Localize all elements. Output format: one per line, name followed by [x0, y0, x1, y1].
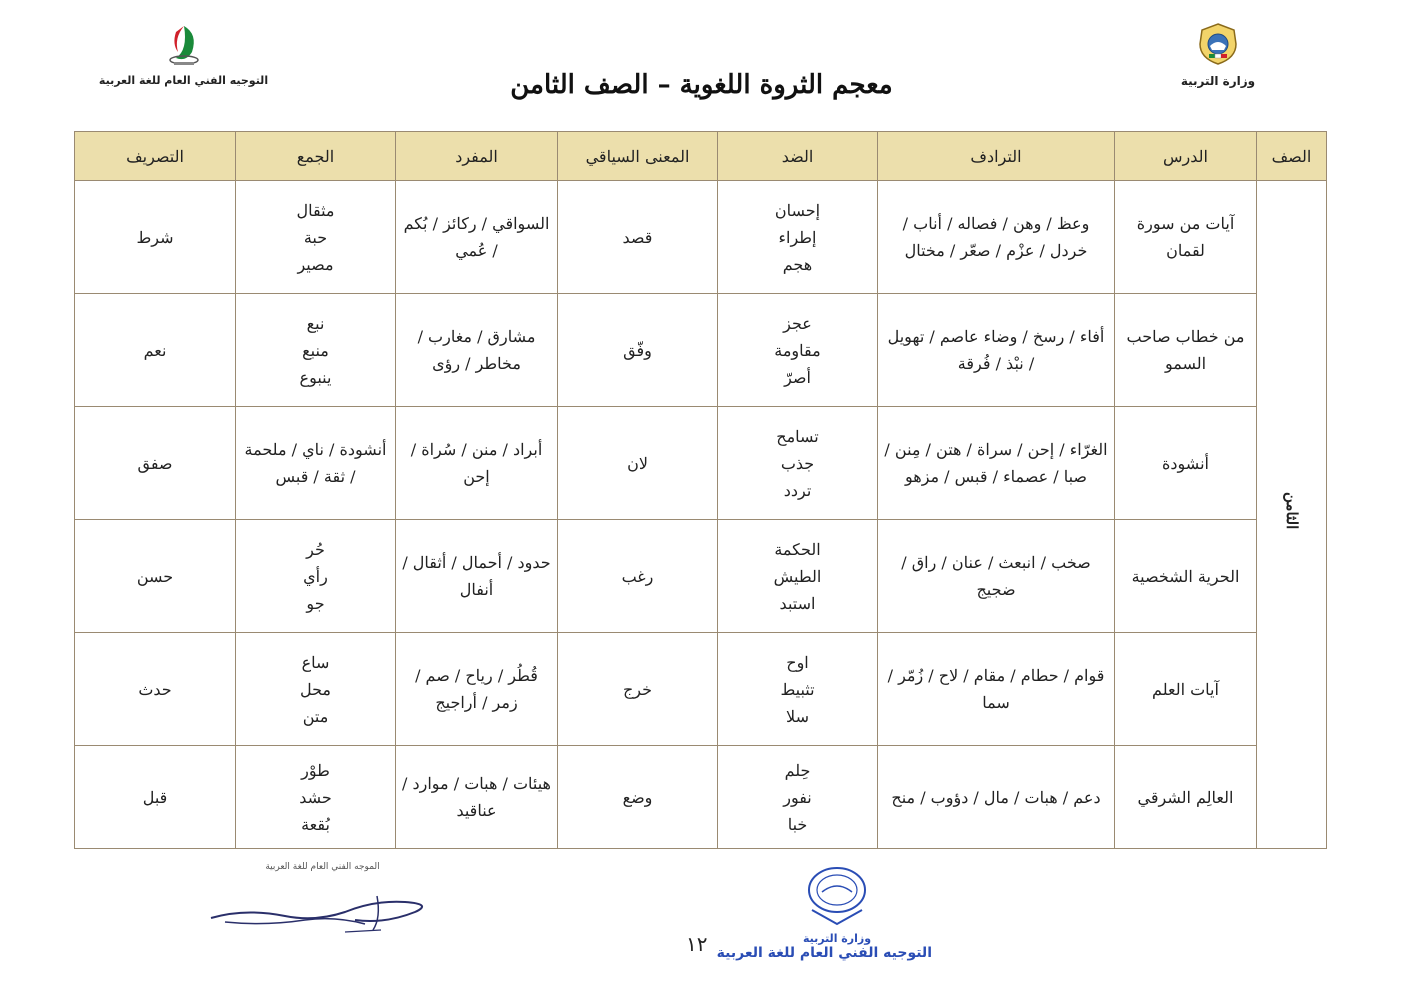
- antonym-item: هجم: [782, 254, 813, 274]
- synonyms-cell: الغرّاء / إحن / سراة / هتن / مِنن / صبا / عصماء / قبس / مزهو: [878, 407, 1115, 520]
- antonym-item: حِلم: [784, 760, 811, 780]
- grade-label: الثامن: [1283, 491, 1301, 530]
- plural-item: رأي: [303, 566, 328, 586]
- antonyms-cell: [718, 520, 878, 633]
- table-row: [75, 407, 1327, 520]
- context-meaning-cell: وفّق: [558, 294, 718, 407]
- antonym-item: تثبيط: [780, 679, 815, 699]
- synonyms-cell: قوام / حطام / مقام / لاح / زُمّر / سما: [878, 633, 1115, 746]
- antonym-item: تسامح: [776, 426, 819, 446]
- arabic-directorate-emblem-icon: [164, 22, 204, 68]
- signature-caption: الموجه الفني العام للغة العربية: [265, 862, 380, 872]
- plural-cell: [236, 520, 396, 633]
- column-header-grade: الصف: [1257, 132, 1327, 181]
- conjugation-cell: شرط: [75, 181, 236, 294]
- antonym-item: استبد: [779, 593, 816, 613]
- conjugation-cell: حسن: [75, 520, 236, 633]
- plural-cell: [236, 181, 396, 294]
- table-row: [75, 294, 1327, 407]
- synonyms-cell: دعم / هبات / مال / دؤوب / منح: [878, 746, 1115, 849]
- context-meaning-cell: لان: [558, 407, 718, 520]
- lesson-cell: أنشودة: [1115, 407, 1257, 520]
- stamp-bottom-text: التوجيه الفني العام للغة العربية: [716, 945, 932, 961]
- lesson-cell: الحرية الشخصية: [1115, 520, 1257, 633]
- context-meaning-cell: خرج: [558, 633, 718, 746]
- antonym-item: تردد: [783, 480, 812, 500]
- plural-item: نبع: [306, 313, 325, 333]
- synonyms-cell: أفاء / رسخ / وضاء عاصم / تهويل / نبْذ / فُرقة: [878, 294, 1115, 407]
- singular-cell: مشارق / مغارب / مخاطر / رؤى: [396, 294, 558, 407]
- stamp-top-text: وزارة التربية: [802, 932, 872, 945]
- conjugation-cell: صفق: [75, 407, 236, 520]
- antonyms-cell: [718, 746, 878, 849]
- table-row: [75, 746, 1327, 849]
- antonym-item: اوح: [786, 652, 809, 672]
- antonyms-cell: [718, 181, 878, 294]
- antonym-item: الحكمة: [774, 539, 821, 559]
- antonym-item: نفور: [783, 787, 812, 807]
- plural-item: جو: [306, 593, 325, 613]
- handwritten-signature: [205, 872, 440, 938]
- plural-cell: [236, 633, 396, 746]
- table-row: [75, 520, 1327, 633]
- antonym-item: إحسان: [774, 200, 821, 220]
- singular-cell: حدود / أحمال / أثقال / أنفال: [396, 520, 558, 633]
- conjugation-cell: قبل: [75, 746, 236, 849]
- singular-cell: السواقي / ركائز / بُكم / عُمي: [396, 181, 558, 294]
- stamp-emblem-icon: [782, 860, 892, 928]
- plural-item: حبة: [303, 227, 328, 247]
- column-header-context-meaning: المعنى السياقي: [558, 132, 718, 181]
- singular-cell: قُطُر / رياح / صم / زمر / أراجيج: [396, 633, 558, 746]
- ministry-label: وزارة التربية: [1180, 74, 1256, 88]
- antonym-item: إطراء: [778, 227, 817, 247]
- antonym-item: عجز: [783, 313, 812, 333]
- page-title: معجم الثروة اللغوية – الصف الثامن: [510, 70, 893, 100]
- singular-cell: هيئات / هبات / موارد / عناقيد: [396, 746, 558, 849]
- plural-cell: [236, 294, 396, 407]
- antonym-item: مقاومة: [774, 340, 821, 360]
- grade-cell: [1257, 181, 1327, 849]
- column-header-singular: المفرد: [396, 132, 558, 181]
- synonyms-cell: وعظ / وهن / فصاله / أناب / خردل / عزْم / صعّر / مختال: [878, 181, 1115, 294]
- antonym-item: سلا: [786, 706, 809, 726]
- lesson-cell: آيات العلم: [1115, 633, 1257, 746]
- antonym-item: جذب: [780, 453, 815, 473]
- lexicon-table: [74, 131, 1327, 849]
- antonym-item: خبا: [787, 814, 808, 834]
- antonym-item: الطيش: [773, 566, 822, 586]
- table-row: [75, 633, 1327, 746]
- column-header-antonyms: الضد: [718, 132, 878, 181]
- plural-item: حشد: [299, 787, 332, 807]
- antonyms-cell: [718, 294, 878, 407]
- plural-item: بُقعة: [301, 814, 330, 834]
- context-meaning-cell: رغب: [558, 520, 718, 633]
- plural-item: ينبوع: [299, 367, 332, 387]
- column-header-lesson: الدرس: [1115, 132, 1257, 181]
- column-header-plural: الجمع: [236, 132, 396, 181]
- plural-cell: [236, 746, 396, 849]
- plural-item: منبع: [302, 340, 329, 360]
- plural-item: حُر: [306, 539, 325, 559]
- lesson-cell: آيات من سورة لقمان: [1115, 181, 1257, 294]
- lesson-cell: العالِم الشرقي: [1115, 746, 1257, 849]
- column-header-synonyms: الترادف: [878, 132, 1115, 181]
- conjugation-cell: نعم: [75, 294, 236, 407]
- conjugation-cell: حدث: [75, 633, 236, 746]
- plural-item: مثقال: [296, 200, 335, 220]
- singular-cell: أبراد / منن / سُراة / إحن: [396, 407, 558, 520]
- table-row: [75, 181, 1327, 294]
- table-header-row: [75, 132, 1327, 181]
- plural-item: ساع: [301, 652, 330, 672]
- antonyms-cell: [718, 407, 878, 520]
- plural-item: محل: [299, 679, 331, 699]
- plural-cell: أنشودة / ناي / ملحمة / ثقة / قبس: [236, 407, 396, 520]
- plural-item: طوْر: [301, 760, 330, 780]
- context-meaning-cell: وضع: [558, 746, 718, 849]
- directorate-label: التوجيه الفني العام للغة العربية: [98, 74, 269, 87]
- antonym-item: أصرّ: [784, 367, 811, 387]
- synonyms-cell: صخب / انبعث / عنان / راق / ضجيج: [878, 520, 1115, 633]
- antonyms-cell: [718, 633, 878, 746]
- kuwait-emblem-icon: [1194, 22, 1242, 66]
- page-number: ١٢: [686, 932, 708, 956]
- signature-block: [205, 862, 440, 942]
- context-meaning-cell: قصد: [558, 181, 718, 294]
- lesson-cell: من خطاب صاحب السمو: [1115, 294, 1257, 407]
- ministry-stamp-icon: [716, 860, 932, 970]
- plural-item: مصير: [297, 254, 334, 274]
- plural-item: متن: [302, 706, 329, 726]
- column-header-conjugation: التصريف: [75, 132, 236, 181]
